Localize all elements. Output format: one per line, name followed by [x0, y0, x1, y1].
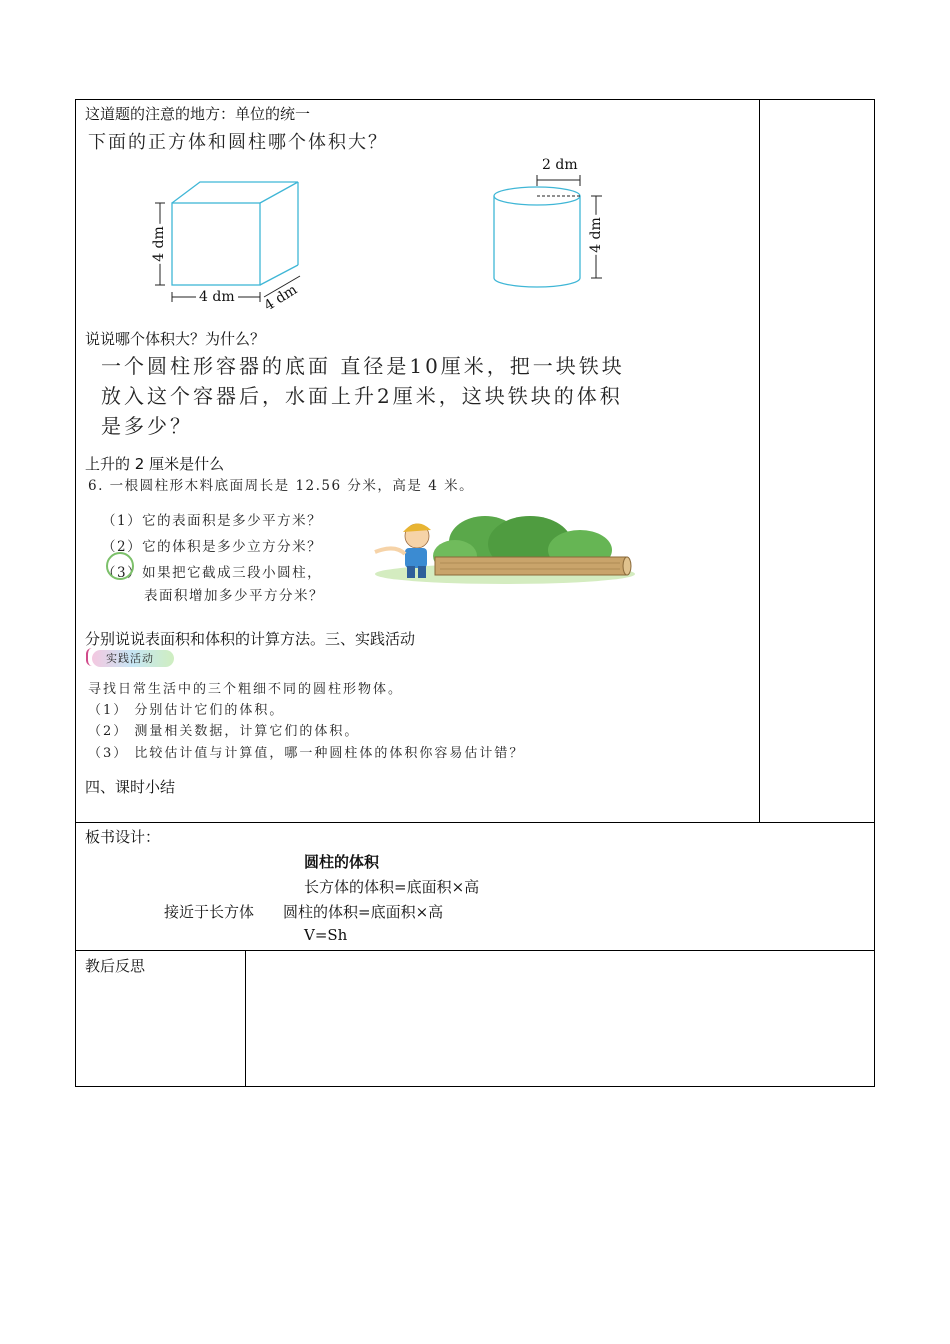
reflection-content-area[interactable]	[247, 952, 873, 1085]
board-line-2-right: 圆柱的体积=底面积×高	[283, 903, 444, 921]
reflection-label: 教后反思	[85, 957, 146, 975]
table-row-divider-1	[75, 822, 875, 823]
wood-question-1: （1）它的表面积是多少平方米？	[102, 513, 323, 529]
container-problem-line-2: 放入这个容器后，水面上升2厘米，这块铁块的体积	[101, 384, 623, 408]
table-border-right	[874, 99, 875, 1087]
lesson-summary-heading: 四、课时小结	[85, 778, 176, 796]
badge-leaf-icon	[86, 648, 98, 666]
note-text: 这道题的注意的地方：单位的统一	[85, 105, 311, 123]
table-border-left	[75, 99, 76, 1087]
methods-prompt: 分别说说表面积和体积的计算方法。三、实践活动	[85, 630, 416, 648]
table-row-divider-2	[75, 950, 875, 951]
board-line-2-left: 接近于长方体	[164, 903, 255, 921]
container-problem-line-1: 一个圆柱形容器的底面 直径是10厘米，把一块铁块	[101, 354, 625, 378]
cylinder-radius-label: 2 dm	[542, 157, 578, 173]
activity-line-2: （1） 分别估计它们的体积。	[88, 703, 285, 718]
board-title: 圆柱的体积	[304, 853, 380, 871]
board-line-1: 长方体的体积=底面积×高	[304, 878, 480, 896]
wood-problem-title: 6. 一根圆柱形木料底面周长是 12.56 分米，高是 4 米。	[88, 478, 475, 494]
volume-prompt: 说说哪个体积大？为什么？	[85, 330, 266, 348]
cube-height-label: 4 dm	[150, 226, 167, 262]
board-line-3: V=Sh	[304, 926, 348, 944]
activity-line-1: 寻找日常生活中的三个粗细不同的圆柱形物体。	[88, 682, 404, 697]
wood-question-4: 表面积增加多少平方分米？	[144, 588, 324, 604]
table-border-top	[75, 99, 875, 100]
activity-line-4: （3） 比较估计值与计算值，哪一种圆柱体的体积你容易估计错？	[88, 746, 525, 761]
wood-question-2: （2）它的体积是多少立方分米？	[102, 539, 323, 555]
rise-prompt: 上升的 2 厘米是什么	[85, 455, 225, 473]
activity-line-3: （2） 测量相关数据，计算它们的体积。	[88, 724, 360, 739]
wood-question-3: （3）如果把它截成三段小圆柱，	[102, 565, 323, 581]
log-illustration	[355, 508, 635, 588]
cube-cylinder-question: 下面的正方体和圆柱哪个体积大？	[88, 132, 388, 153]
activity-badge: 实践活动	[92, 650, 174, 667]
reflection-column-divider	[245, 950, 246, 1087]
cube-width-label: 4 dm	[196, 289, 238, 305]
container-problem-line-3: 是多少？	[101, 414, 193, 438]
cylinder-height-label: 4 dm	[587, 217, 604, 253]
table-border-bottom	[75, 1086, 875, 1087]
board-design-label: 板书设计：	[85, 828, 161, 846]
speech-swirl	[106, 552, 134, 580]
table-column-divider	[759, 99, 760, 823]
cube-depth-label: 4 dm	[261, 281, 301, 315]
